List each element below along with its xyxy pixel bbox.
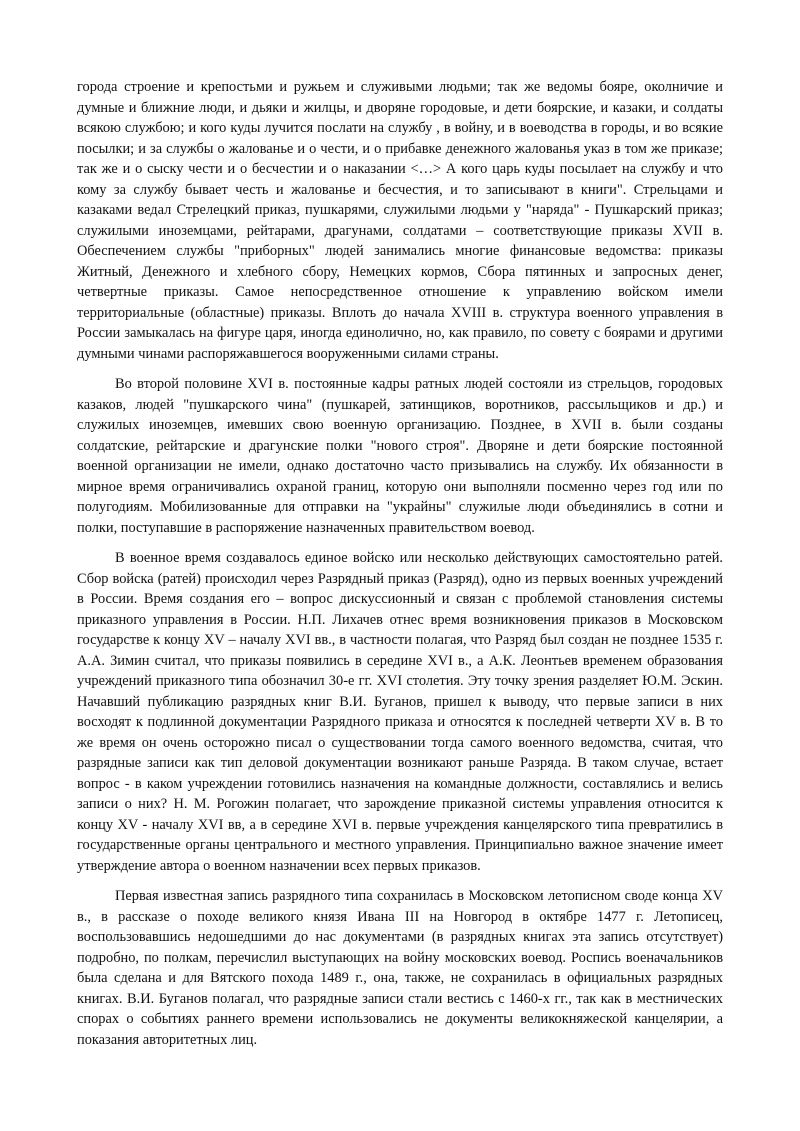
- paragraph-2: Во второй половине XVI в. постоянные кадры ратных людей состояли из стрельцов, городовых казаков, людей "пушкарского чина" (пушкарей, затинщиков, воротников, рассыльщиков и др.) и служилых иноземцев, имевших свою военную организацию. Позднее, в XVII в. были созданы солдатские, рейтарские и драгунские полки "нового строя". Дворяне и дети боярские постоянной военной организации не имели, однако достаточно часто призывались на службу. Их обязанности в мирное время ограничивались охраной границ, которую они выполняли посменно через год или по полугодиям. Мобилизованные для отправки на "украйны" служилые люди объединялись в сотни и полки, поступавшие в распоряжение назначенных правительством воевод.: [77, 376, 723, 536]
- paragraph-4: Первая известная запись разрядного типа сохранилась в Московском летописном своде конца XV в., в рассказе о походе великого князя Ивана III на Новгород в октябре 1477 г. Летописец, воспользовавшись недошедшими до нас документами (в разрядных книгах эта запись отсутствует) подробно, по полкам, перечислил выступающих на войну московских воевод. Роспись военачальников была сделана и для Вятского похода 1489 г., она, также, не сохранилась в официальных разрядных книгах. В.И. Буганов полагал, что разрядные записи стали вестись с 1460-х гг., так как в местнических спорах о событиях раннего времени использовались не документы великокняжеской канцелярии, а показания авторитетных лиц.: [77, 888, 723, 1048]
- paragraph-1: города строение и крепостьми и ружьем и служивыми людьми; так же ведомы бояре, околничие и думные и ближние люди, и дьяки и жилцы, и дворяне городовые, и дети боярские, и казаки, и солдаты всякою службою; и кого куды лучится послати на службу , в войну, и в воеводства в городы, и во всякие посылки; и за службы о жалованье и о чести, и о прибавке денежного жалованья указ в том же приказе; так же и о сыску чести и о бесчестии и о наказании <…> А кого царь куды посылает на службу и что кому за службу бывает честь и жалованье и бесчестия, и то записывают в книги". Стрельцами и казаками ведал Стрелецкий приказ, пушкарями, служилыми людьми у "наряда" - Пушкарский приказ; служилыми иноземцами, рейтарами, драгунами, солдатами – соответствующие приказы XVII в. Обеспечением службы "приборных" людей занимались многие финансовые ведомства: приказы Житный, Денежного и хлебного сбору, Немецких кормов, Сбора пятинных и запросных денег, четвертные приказы. Самое непосредственное отношение к управлению войском имели территориальные (областные) приказы. Вплоть до начала XVIII в. структура военного управления в России замыкалась на фигуре царя, иногда единолично, но, как правило, по совету с боярами и другими думными чинами распоряжавшегося вооруженными силами страны.: [77, 79, 723, 362]
- paragraph-3: В военное время создавалось единое войско или несколько действующих самостоятельно ратей. Сбор войска (ратей) происходил через Разрядный приказ (Разряд), одно из первых военных учреждений в России. Время создания его – вопрос дискуссионный и связан с проблемой становления системы приказного управления в России. Н.П. Лихачев отнес время возникновения приказов в Московском государстве к концу XV – началу XVI вв., в частности полагая, что Разряд был создан не позднее 1535 г. А.А. Зимин считал, что приказы появились в середине XVI в., а А.К. Леонтьев временем образования учреждений приказного типа обозначил 30-е гг. XVI столетия. Эту точку зрения разделяет Ю.М. Эскин. Начавший публикацию разрядных книг В.И. Буганов, пришел к выводу, что первые записи в них восходят к подлинной документации Разрядного приказа и относятся к последней четверти XV в. В то же время он очень осторожно писал о существовании тогда самого военного ведомства, считая, что разрядные записи как тип деловой документации возникают раньше Разряда. В таком случае, встает вопрос - в каком учреждении готовились назначения на командные должности, составлялись и велись записи о них? Н. М. Рогожин полагает, что зарождение приказной системы управления относится к концу XV - началу XVI вв, а в середине XVI в. первые учреждения канцелярского типа превратились в государственные органы центрального и местного управления. Принципиально важное значение имеет утверждение автора о военном назначении всех первых приказов.: [77, 550, 723, 874]
- document-page: [77, 77, 723, 1060]
